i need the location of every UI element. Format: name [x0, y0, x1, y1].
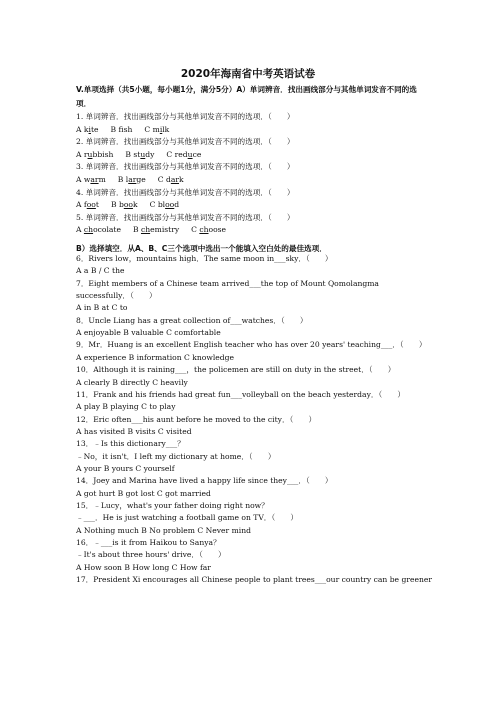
- section-b-line: 9．Mr．Huang is an excellent English teacher who has over 20 years' teaching___．（ ）: [76, 340, 427, 350]
- section-b-line[interactable]: A play B playing C to play: [76, 402, 176, 412]
- section-b-line: 15．﹣Lucy，what's your father doing right now？: [76, 501, 269, 510]
- section-b-line[interactable]: A your B yours C yourself: [76, 463, 175, 473]
- section-b-line[interactable]: A How soon B How long C How far: [76, 562, 211, 572]
- question-2-options: [76, 150, 213, 160]
- option-b[interactable]: B chemistry: [132, 225, 180, 235]
- page-title: 2020年海南省中考英语试卷: [180, 68, 316, 80]
- option-a[interactable]: A warm: [76, 175, 106, 184]
- option-b[interactable]: B book: [110, 200, 138, 210]
- section-b-line: 7．Eight members of a Chinese team arrived___the top of Mount Qomolangma: [76, 278, 379, 288]
- section-b-line: 8．Uncle Liang has a great collection of___watches．（ ）: [76, 315, 308, 325]
- section-b-line: 6．Rivers low，mountains high．The same moon in___sky．（ ）: [76, 254, 333, 263]
- option-a[interactable]: A foot: [76, 200, 99, 210]
- option-b[interactable]: B fsh: [110, 124, 133, 134]
- section-b-line: ﹣No，it isn't．I left my dictionary at home．（ ）: [76, 451, 276, 461]
- section-b-line[interactable]: A enjoyable B valuable C comfortable: [76, 328, 221, 338]
- section-b-heading: B）选择填空．从A、B、C三个选项中选出一个能填入空白处的最佳选项．: [76, 244, 327, 253]
- section-b-line: successfully．（ ）: [76, 291, 157, 301]
- section-b-line: 17．President Xi encourages all Chinese people to plant trees___our country can be greener: [76, 575, 432, 585]
- section-b-line: 10．Although it is raining___，the policemen are still on duty in the street．（ ）: [76, 365, 396, 375]
- section-b-line[interactable]: A has visited B visits C visited: [76, 426, 192, 436]
- section-b-line: 12．Eric often___his aunt before he moved to the city．（ ）: [76, 414, 317, 424]
- option-c[interactable]: C choose: [191, 225, 227, 235]
- section-b-line[interactable]: A clearly B directly C heavily: [76, 377, 188, 387]
- option-a[interactable]: A chocolate: [76, 225, 121, 235]
- section-b-line[interactable]: A experience B information C knowledge: [76, 352, 234, 362]
- section-b-line[interactable]: A got hurt B got lost C got married: [76, 488, 211, 498]
- option-a[interactable]: A rubbish: [76, 149, 114, 159]
- option-c[interactable]: C blood: [149, 200, 180, 210]
- option-a[interactable]: A kite: [76, 124, 99, 134]
- option-b[interactable]: B large: [117, 175, 146, 184]
- section-b-line: ﹣___．He is just watching a football game on TV．（ ）: [76, 513, 298, 523]
- question-3-options: [76, 175, 196, 185]
- section-v-heading: V.单项选择（共5小题，每小题1分，满分5分）A）单词辨音．找出画线部分与其他单词发音不同的选项．: [76, 85, 417, 108]
- section-b-line[interactable]: A Nothing much B No problem C Never mind: [76, 525, 251, 535]
- section-b-line: 11．Frank and his friends had great fun___volleyball on the beach yesterday．（ ）: [76, 389, 406, 399]
- option-c[interactable]: C dark: [157, 175, 184, 184]
- question-3-stem: 3. 单词辨音．找出画线部分与其他单词发音不同的选项．（ ）: [76, 162, 295, 172]
- option-b[interactable]: B study: [125, 149, 155, 159]
- option-c[interactable]: C milk: [144, 124, 170, 134]
- question-5-stem: 5. 单词辨音．找出画线部分与其他单词发音不同的选项．（ ）: [76, 212, 295, 222]
- question-4-options: [76, 200, 191, 210]
- section-b-line: 13．﹣Is this dictionary___？: [76, 439, 185, 449]
- section-b-line[interactable]: A in B at C to: [76, 303, 128, 313]
- question-1-options: [76, 125, 181, 135]
- section-b-line: 14．Joey and Marina have lived a happy life since they___．（ ）: [76, 476, 333, 486]
- question-2-stem: 2. 单词辨音．找出画线部分与其他单词发音不同的选项．（ ）: [76, 137, 295, 147]
- question-5-options: [76, 225, 238, 235]
- question-4-stem: 4. 单词辨音．找出画线部分与其他单词发音不同的选项．（ ）: [76, 187, 295, 197]
- option-c[interactable]: C reduce: [166, 149, 202, 159]
- section-b-line: ﹣It's about three hours' drive．（ ）: [76, 550, 226, 560]
- section-b-line[interactable]: A a B / C the: [76, 266, 125, 276]
- question-1-stem: 1. 单词辨音．找出画线部分与其他单词发音不同的选项．（ ）: [76, 112, 295, 121]
- section-b-line: 16．﹣___is it from Haikou to Sanya？: [76, 538, 221, 548]
